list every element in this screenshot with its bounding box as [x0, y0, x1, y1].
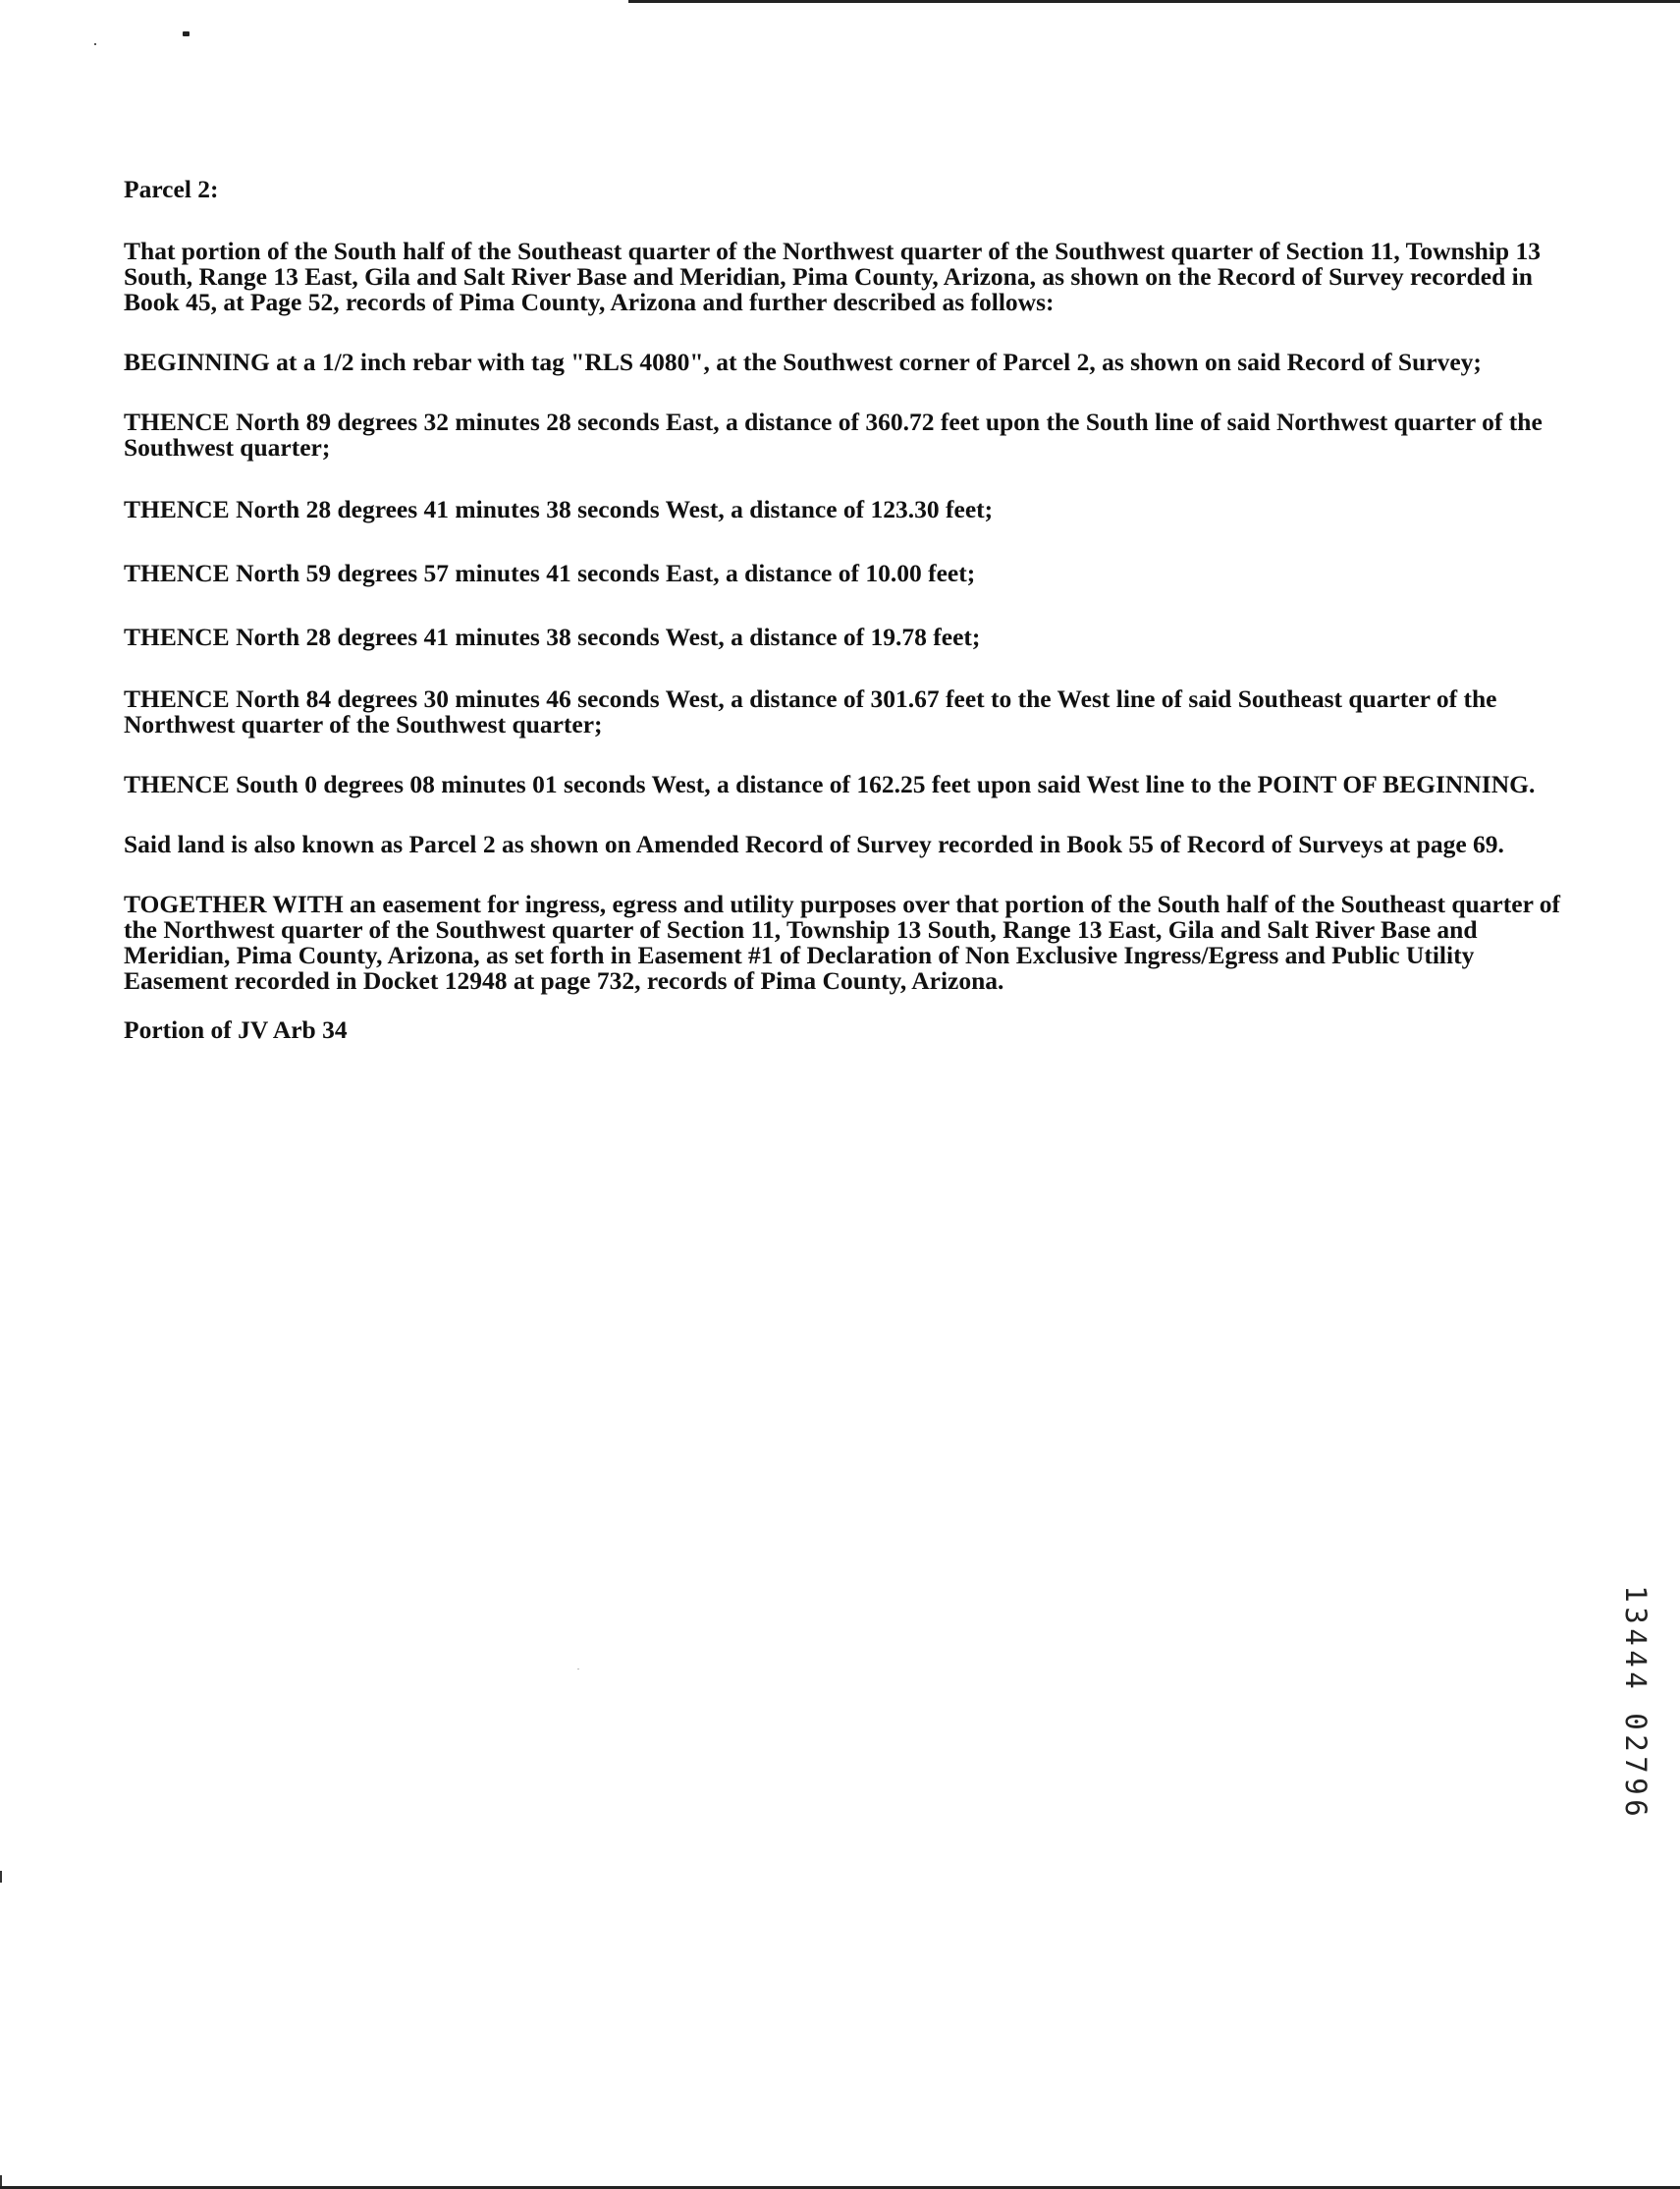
legal-description — [124, 175, 1567, 1045]
stamp-digit: 4 — [1619, 1671, 1653, 1689]
paragraph-portion: That portion of the South half of the Southeast quarter of the Northwest quarter of the Southwest quarter of Section 11, Township 13 South, Range 13 East, Gila and Salt River Base and Meridian, Pima County, Arizona, as shown on the Record of Survey recorded in Book 45, at Page 52, records of Pima County, Arizona and further described as follows: — [124, 237, 1541, 316]
paragraph-portion-of: Portion of JV Arb 34 — [124, 1015, 348, 1044]
paragraph-thence-1: THENCE North 89 degrees 32 minutes 28 seconds East, a distance of 360.72 feet upon the South line of said Northwest quarter of the Southwest quarter; — [124, 408, 1543, 462]
top-edge-rule — [628, 0, 1680, 3]
paragraph-thence-4: THENCE North 28 degrees 41 minutes 38 seconds West, a distance of 19.78 feet; — [124, 623, 981, 651]
recording-number-part2 — [1618, 1711, 1653, 1819]
stamp-digit: 2 — [1619, 1734, 1653, 1752]
stamp-digit: 9 — [1619, 1778, 1653, 1795]
paragraph-beginning: BEGINNING at a 1/2 inch rebar with tag "RLS 4080", at the Southwest corner of Parcel 2, as shown on said Record of Survey; — [124, 348, 1482, 376]
stamp-digit: 7 — [1619, 1756, 1653, 1774]
stamp-digit: 4 — [1619, 1650, 1653, 1668]
stamp-digit: 3 — [1619, 1607, 1653, 1624]
recording-number-stamp — [1618, 1583, 1653, 1819]
paragraph-thence-5: THENCE North 84 degrees 30 minutes 46 seconds West, a distance of 301.67 feet to the West line of said Southeast quarter of the Northwest quarter of the Southwest quarter; — [124, 684, 1497, 739]
left-edge-tick — [0, 1871, 2, 1883]
stamp-digit: 6 — [1619, 1799, 1653, 1817]
paragraph-thence-6: THENCE South 0 degrees 08 minutes 01 seconds West, a distance of 162.25 feet upon said West line to the POINT OF BEGINNING. — [124, 770, 1536, 798]
paragraph-together-with: TOGETHER WITH an easement for ingress, egress and utility purposes over that portion of the South half of the Southeast quarter of the Northwest quarter of the Southwest quarter of Section 11, Township 13 South, Range 13 East, Gila and Salt River Base and Meridian, Pima County, Arizona, as set forth in Easement #1 of Declaration of Non Exclusive Ingress/Egress and Public Utility Easement recorded in Docket 12948 at page 732, records of Pima County, Arizona. — [124, 890, 1561, 995]
scan-speck — [94, 43, 96, 45]
paragraph-thence-2: THENCE North 28 degrees 41 minutes 38 seconds West, a distance of 123.30 feet; — [124, 495, 994, 523]
stamp-digit: 1 — [1619, 1585, 1653, 1603]
scan-speck — [183, 31, 190, 36]
stamp-digit: 4 — [1619, 1628, 1653, 1646]
recording-number-part1 — [1618, 1583, 1653, 1691]
paragraph-thence-3: THENCE North 59 degrees 57 minutes 41 seconds East, a distance of 10.00 feet; — [124, 559, 976, 587]
stamp-digit: 0 — [1619, 1713, 1653, 1730]
parcel-heading: Parcel 2: — [124, 175, 219, 203]
paragraph-also-known: Said land is also known as Parcel 2 as shown on Amended Record of Survey recorded in Book 55 of Record of Surveys at page 69. — [124, 830, 1504, 858]
